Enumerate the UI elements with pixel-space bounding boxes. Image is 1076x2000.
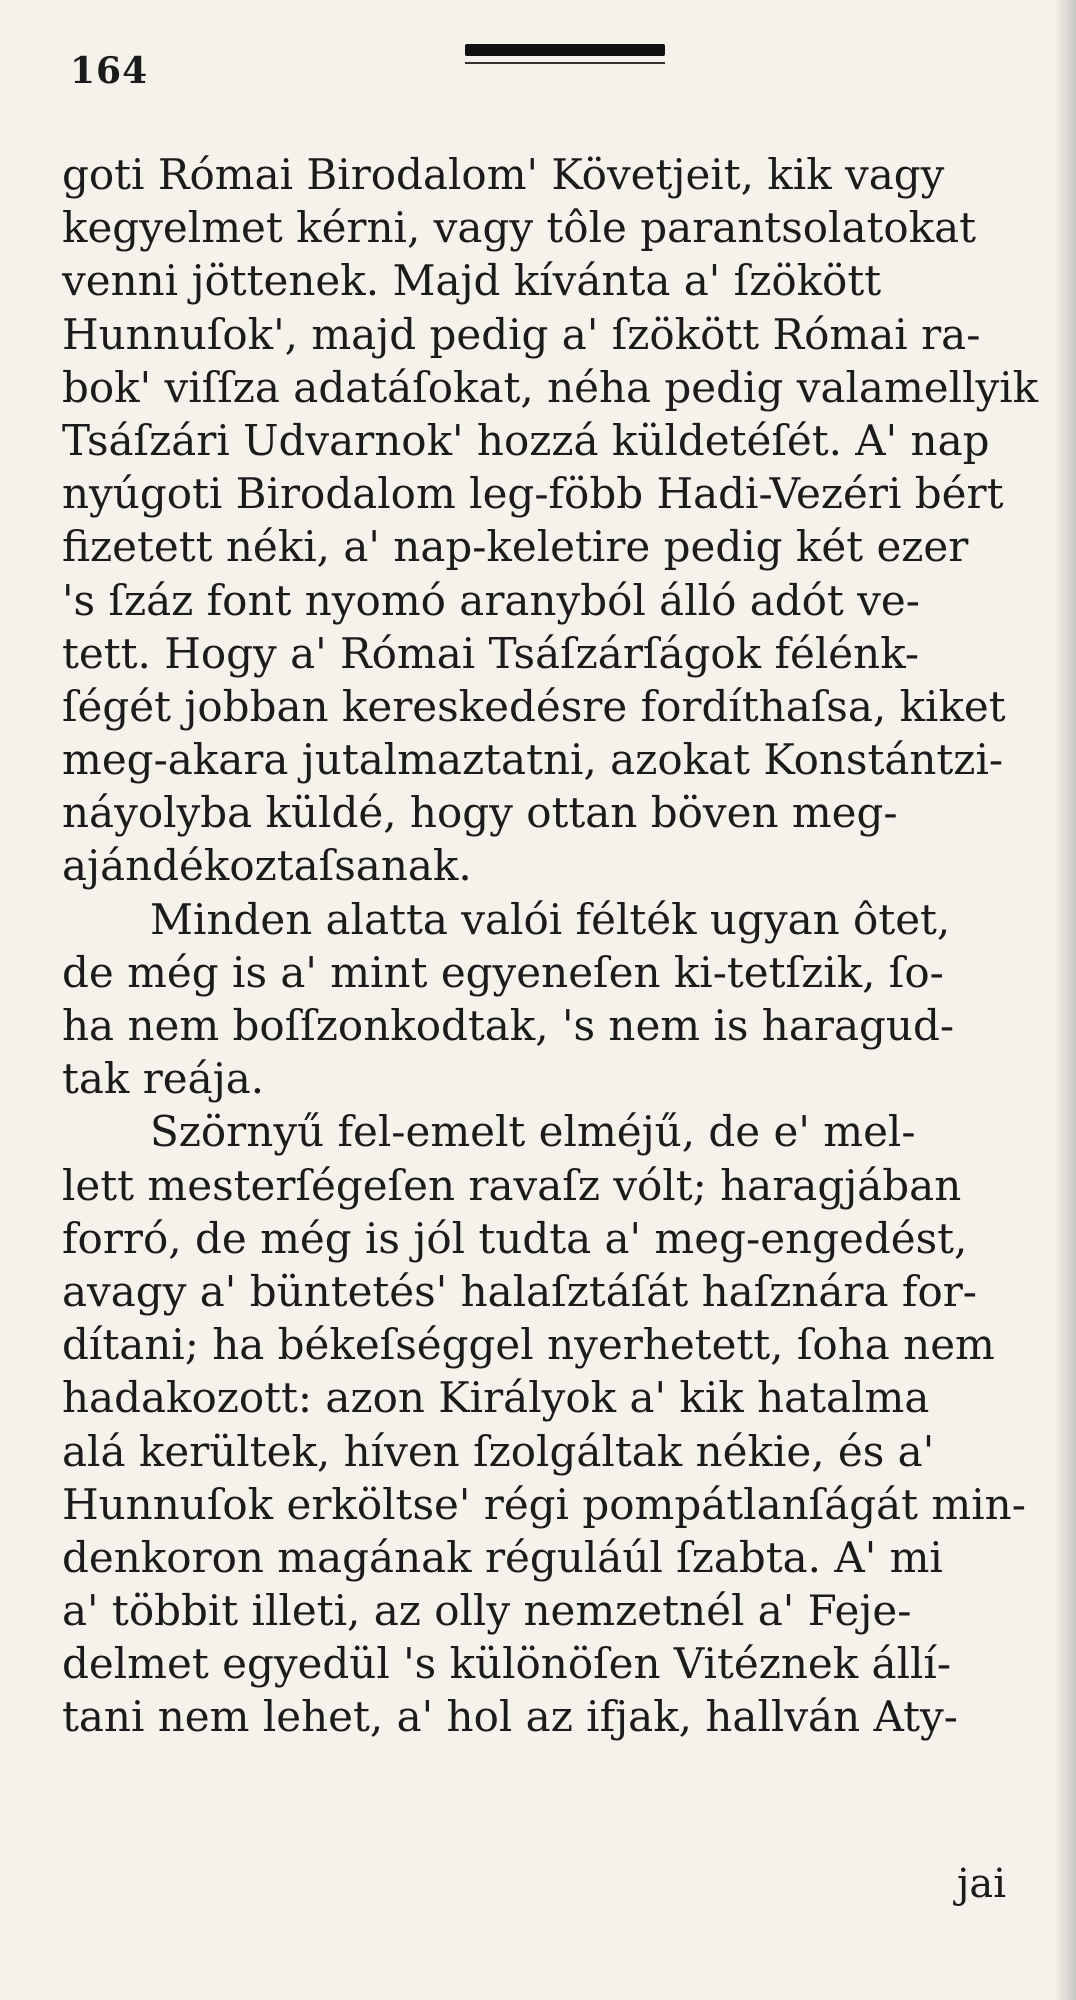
text-line: meg-akara jutalmaztatni, azokat Konstántzi- bbox=[62, 735, 1004, 785]
text-line: hadakozott: azon Királyok a' kik hatalma bbox=[62, 1373, 930, 1423]
catchword: jai bbox=[956, 1861, 1006, 1907]
text-line: nyúgoti Birodalom leg-föbb Hadi-Vezéri bért bbox=[62, 469, 1004, 519]
paragraph-start-line: Minden alatta valói félték ugyan ôtet, bbox=[150, 894, 951, 944]
text-line: dítani; ha békeſséggel nyerhetett, ſoha nem bbox=[62, 1320, 995, 1370]
text-line: de még is a' mint egyeneſen ki-tetſzik, ſo- bbox=[62, 947, 944, 997]
text-line: ha nem boſſzonkodtak, 's nem is haragud- bbox=[62, 1001, 955, 1050]
body-text bbox=[62, 148, 1042, 1744]
text-line: forró, de még is jól tudta a' meg-engedést, bbox=[62, 1213, 968, 1263]
text-line: alá kerültek, híven ſzolgáltak nékie, és a' bbox=[62, 1426, 935, 1476]
text-line: bok' viſſza adatáſokat, néha pedig valamellyik bbox=[62, 362, 1039, 412]
paragraph-start-line: Szörnyű fel-emelt elméjű, de e' mel- bbox=[150, 1107, 916, 1157]
text-line: venni jöttenek. Majd kívánta a' ſzökött bbox=[62, 256, 882, 306]
text-line: a' többit illeti, az olly nemzetnél a' Feje- bbox=[62, 1586, 912, 1636]
text-line: kegyelmet kérni, vagy tôle parantsolatokat bbox=[62, 203, 977, 253]
text-line: Hunnuſok erköltse' régi pompátlanſágát min- bbox=[62, 1479, 1026, 1529]
text-line: lett mesterſégeſen ravaſz vólt; haragjában bbox=[62, 1160, 962, 1210]
text-line: tani nem lehet, a' hol az ifjak, hallván Aty- bbox=[62, 1692, 958, 1742]
text-line: tett. Hogy a' Római Tsáſzárſágok félénk- bbox=[62, 628, 920, 678]
text-line: denkoron magának réguláúl ſzabta. A' mi bbox=[62, 1532, 943, 1582]
text-line: fizetett néki, a' nap-keletire pedig két ezer bbox=[62, 522, 969, 572]
text-line: Hunnuſok', majd pedig a' ſzökött Római ra- bbox=[62, 309, 981, 359]
text-line: náyolyba küldé, hogy ottan böven meg- bbox=[62, 788, 898, 838]
page-edge-shadow bbox=[1054, 0, 1076, 2000]
text-line: avagy a' büntetés' halaſztáſát haſznára for- bbox=[62, 1266, 977, 1316]
header-ornament-rule bbox=[465, 62, 665, 64]
text-line: Tsáſzári Udvarnok' hozzá küldetéſét. A' nap bbox=[62, 415, 990, 465]
page-number: 164 bbox=[70, 50, 149, 92]
text-line: delmet egyedül 's különöſen Vitéznek állí- bbox=[62, 1639, 952, 1689]
header-ornament bbox=[465, 44, 665, 56]
text-line: goti Római Birodalom' Követjeit, kik vagy bbox=[62, 150, 945, 199]
text-line: tak reája. bbox=[62, 1054, 265, 1104]
text-line: 's ſzáz font nyomó aranyból álló adót ve- bbox=[62, 575, 920, 625]
text-line: ajándékoztaſsanak. bbox=[62, 841, 472, 891]
text-line: ſégét jobban kereskedésre fordíthaſsa, kiket bbox=[62, 681, 1006, 731]
